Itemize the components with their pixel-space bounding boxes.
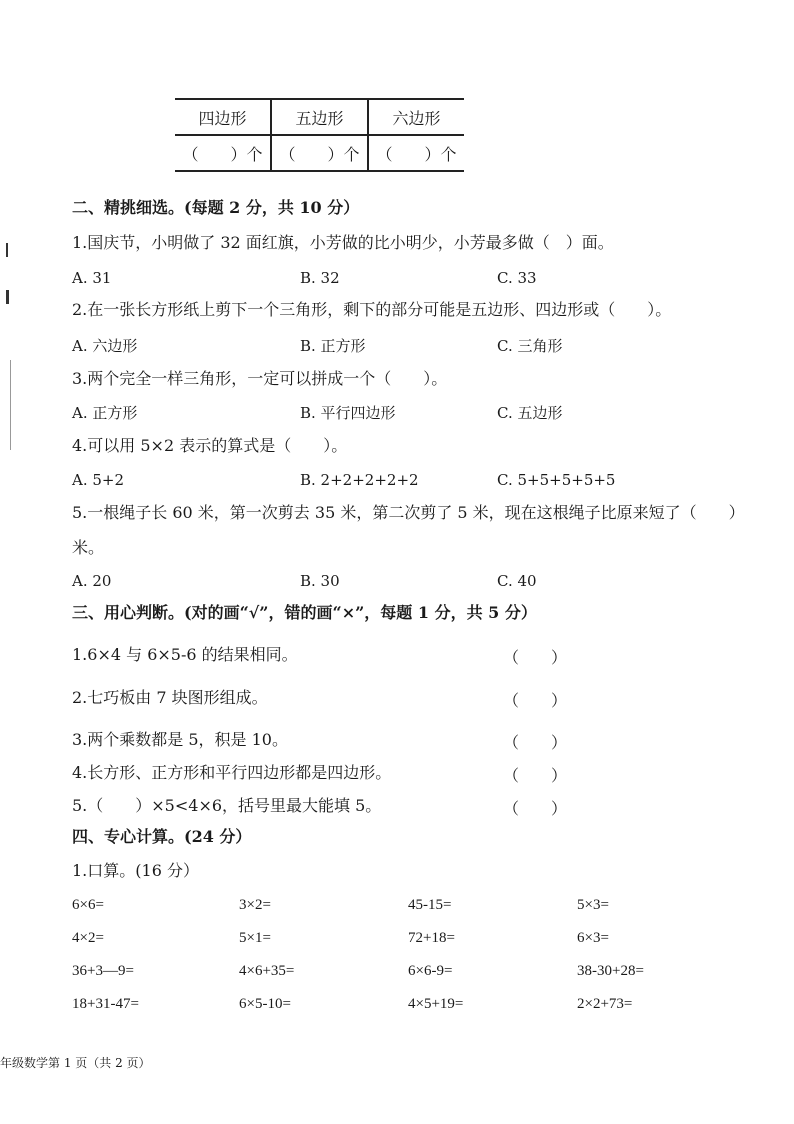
judge-item-1: 1.6×4 与 6×5-6 的结果相同。 <box>72 645 298 664</box>
judge-answer-3[interactable]: （ ） <box>503 733 568 752</box>
table-cell-hexagon[interactable]: （ ）个 <box>368 135 464 171</box>
q5-option-b[interactable]: B. 30 <box>300 572 340 590</box>
question-2-5-cont: 米。 <box>72 538 105 557</box>
page-footer: 年级数学第 1 页（共 2 页） <box>0 1056 151 1070</box>
question-2-3: 3.两个完全一样三角形，一定可以拼成一个（ ）。 <box>72 369 448 388</box>
calc-r3-c1[interactable]: 36+3—9= <box>72 963 134 979</box>
q3-option-a[interactable]: A. 正方形 <box>72 404 138 422</box>
judge-answer-2[interactable]: （ ） <box>503 691 568 710</box>
calc-r4-c1[interactable]: 18+31-47= <box>72 996 139 1012</box>
table-cell-quadrilateral[interactable]: （ ）个 <box>175 135 271 171</box>
q3-option-b[interactable]: B. 平行四边形 <box>300 404 396 422</box>
question-2-1: 1.国庆节，小明做了 32 面红旗，小芳做的比小明少，小芳最多做（ ）面。 <box>72 233 614 252</box>
question-2-4: 4.可以用 5×2 表示的算式是（ ）。 <box>72 436 348 455</box>
table-header-hexagon: 六边形 <box>368 99 464 135</box>
margin-mark-top <box>6 243 8 257</box>
q1-option-a[interactable]: A. 31 <box>72 269 112 287</box>
margin-line <box>10 360 11 450</box>
q4-option-b[interactable]: B. 2+2+2+2+2 <box>300 471 419 489</box>
margin-mark-mid <box>6 290 9 304</box>
calc-r4-c4[interactable]: 2×2+73= <box>577 996 633 1012</box>
calc-r4-c2[interactable]: 6×5-10= <box>239 996 291 1012</box>
calc-r3-c3[interactable]: 6×6-9= <box>408 963 453 979</box>
q4-option-c[interactable]: C. 5+5+5+5+5 <box>497 471 616 489</box>
calc-r3-c4[interactable]: 38-30+28= <box>577 963 644 979</box>
section4-heading: 四、专心计算。(24 分） <box>72 827 252 846</box>
q2-option-b[interactable]: B. 正方形 <box>300 337 366 355</box>
section3-heading: 三、用心判断。(对的画“√”，错的画“×”，每题 1 分，共 5 分） <box>72 603 537 622</box>
calc-r1-c1[interactable]: 6×6= <box>72 897 104 913</box>
calc-r4-c3[interactable]: 4×5+19= <box>408 996 464 1012</box>
question-2-2: 2.在一张长方形纸上剪下一个三角形，剩下的部分可能是五边形、四边形或（ ）。 <box>72 300 672 319</box>
q1-option-b[interactable]: B. 32 <box>300 269 340 287</box>
table-cell-pentagon[interactable]: （ ）个 <box>271 135 368 171</box>
shape-count-table <box>175 98 464 172</box>
calc-r1-c3[interactable]: 45-15= <box>408 897 452 913</box>
table-header-quadrilateral: 四边形 <box>175 99 271 135</box>
section4-subheading: 1.口算。(16 分） <box>72 861 199 880</box>
judge-item-5: 5.（ ）×5<4×6，括号里最大能填 5。 <box>72 796 382 815</box>
q5-option-c[interactable]: C. 40 <box>497 572 537 590</box>
question-2-5: 5.一根绳子长 60 米，第一次剪去 35 米，第二次剪了 5 米，现在这根绳子比原来短了（ ） <box>72 503 745 522</box>
judge-answer-4[interactable]: （ ） <box>503 766 568 785</box>
calc-r2-c2[interactable]: 5×1= <box>239 930 271 946</box>
q5-option-a[interactable]: A. 20 <box>72 572 112 590</box>
q2-option-a[interactable]: A. 六边形 <box>72 337 138 355</box>
calc-r2-c4[interactable]: 6×3= <box>577 930 609 946</box>
section2-heading: 二、精挑细选。(每题 2 分，共 10 分） <box>72 198 360 217</box>
q3-option-c[interactable]: C. 五边形 <box>497 404 563 422</box>
calc-r2-c3[interactable]: 72+18= <box>408 930 455 946</box>
judge-item-4: 4.长方形、正方形和平行四边形都是四边形。 <box>72 763 392 782</box>
judge-answer-5[interactable]: （ ） <box>503 799 568 818</box>
calc-r2-c1[interactable]: 4×2= <box>72 930 104 946</box>
q4-option-a[interactable]: A. 5+2 <box>72 471 125 489</box>
q2-option-c[interactable]: C. 三角形 <box>497 337 563 355</box>
calc-r3-c2[interactable]: 4×6+35= <box>239 963 295 979</box>
calc-r1-c2[interactable]: 3×2= <box>239 897 271 913</box>
judge-answer-1[interactable]: （ ） <box>503 648 568 667</box>
table-header-pentagon: 五边形 <box>271 99 368 135</box>
judge-item-2: 2.七巧板由 7 块图形组成。 <box>72 688 268 707</box>
judge-item-3: 3.两个乘数都是 5，积是 10。 <box>72 730 288 749</box>
q1-option-c[interactable]: C. 33 <box>497 269 537 287</box>
calc-r1-c4[interactable]: 5×3= <box>577 897 609 913</box>
